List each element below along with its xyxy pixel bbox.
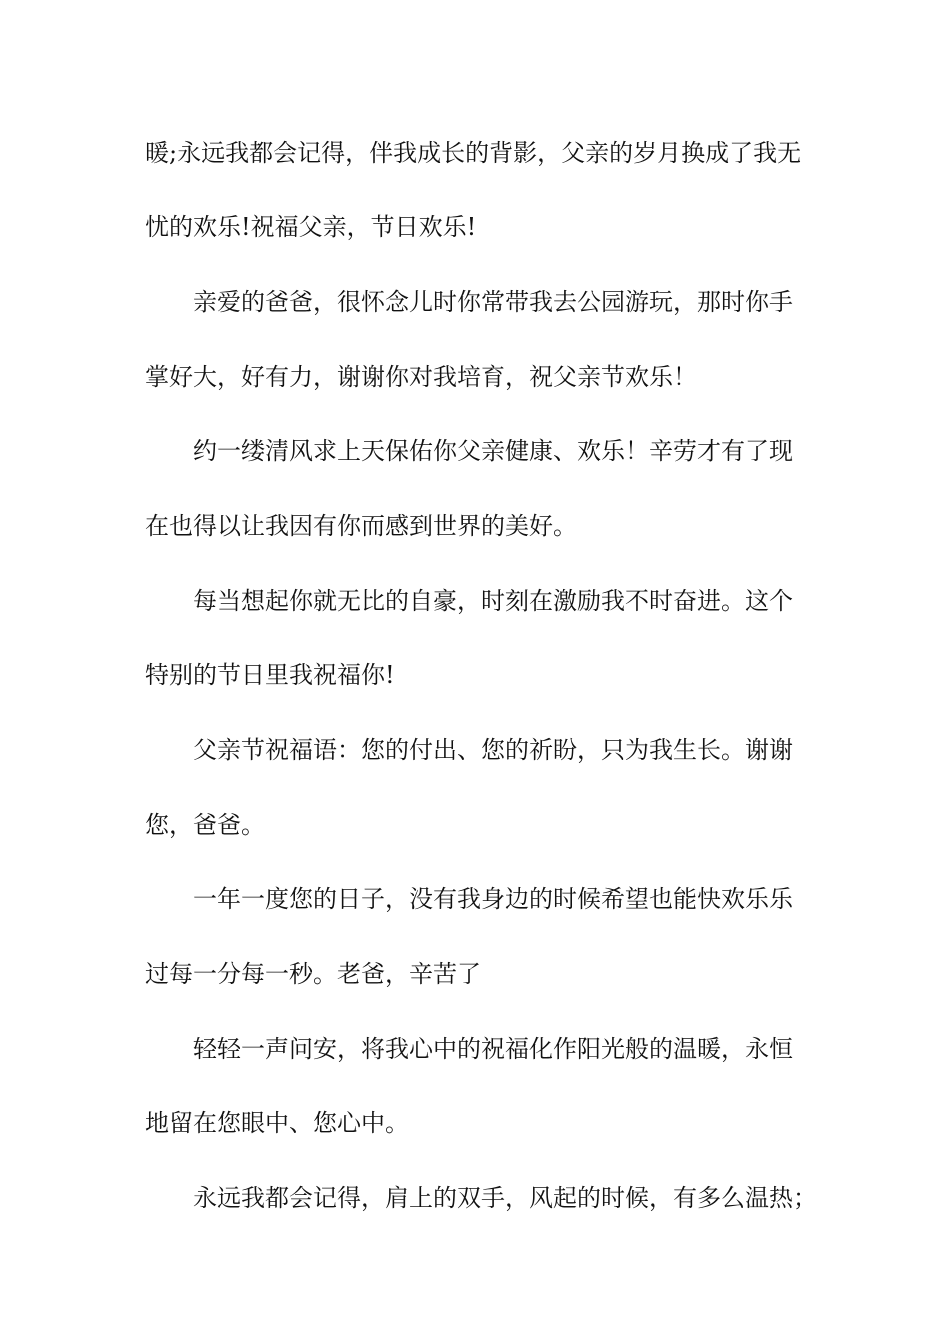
paragraph-first-line: 每当想起你就无比的自豪，时刻在激励我不时奋进。这个 (193, 587, 793, 615)
paragraph-first-line: 父亲节祝福语：您的付出、您的祈盼，只为我生长。谢谢 (193, 736, 793, 764)
text-line: 您，爸爸。 (145, 811, 265, 839)
text-line: 特别的节日里我祝福你! (145, 661, 395, 689)
paragraph-first-line: 约一缕清风求上天保佑你父亲健康、欢乐！辛劳才有了现 (193, 437, 793, 465)
text-line: 暖;永远我都会记得，伴我成长的背影，父亲的岁月换成了我无 (145, 139, 802, 167)
paragraph-first-line: 亲爱的爸爸，很怀念儿时你常带我去公园游玩，那时你手 (193, 288, 793, 316)
paragraph-first-line: 轻轻一声问安，将我心中的祝福化作阳光般的温暖，永恒 (193, 1035, 793, 1063)
paragraph-first-line: 永远我都会记得，肩上的双手，风起的时候，有多么温热； (193, 1184, 817, 1212)
text-line: 地留在您眼中、您心中。 (145, 1109, 409, 1137)
text-line: 过每一分每一秒。老爸，辛苦了 (145, 960, 481, 988)
text-line: 在也得以让我因有你而感到世界的美好。 (145, 512, 577, 540)
paragraph-first-line: 一年一度您的日子，没有我身边的时候希望也能快欢乐乐 (193, 885, 793, 913)
text-line: 忧的欢乐!祝福父亲，节日欢乐! (145, 213, 477, 241)
text-line: 掌好大，好有力，谢谢你对我培育，祝父亲节欢乐！ (145, 363, 697, 391)
